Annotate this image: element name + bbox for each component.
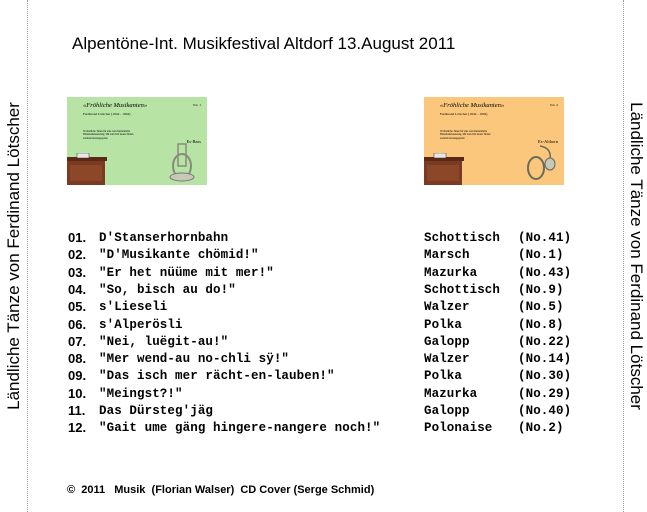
track-genre: Mazurka xyxy=(424,386,478,401)
track-number: 05. xyxy=(68,299,87,315)
track-title: s'Alperösli xyxy=(99,317,183,332)
track-ref: (No.29) xyxy=(518,386,572,401)
track-title: "Meingst?!" xyxy=(99,386,183,401)
track-title: "So, bisch au do!" xyxy=(99,282,236,297)
piano-icon xyxy=(424,153,466,185)
cover-instrument: Es-Bass xyxy=(186,139,201,144)
track-number: 03. xyxy=(68,264,87,280)
track-title: "Das isch mer rächt-en-lauben!" xyxy=(99,369,335,384)
cover-volume: Vol. 1 xyxy=(192,103,201,107)
track-genre: Polka xyxy=(424,369,463,384)
track-title: "Gait ume gäng hingere-nangere noch!" xyxy=(99,421,381,436)
track-ref: (No.40) xyxy=(518,404,572,418)
track-ref: (No.1) xyxy=(518,248,564,263)
track-genre: Marsch xyxy=(424,248,470,263)
cover-title: «Fröhliche Musikanten» xyxy=(440,102,505,109)
track-number: 02. xyxy=(68,247,87,263)
track-number: 11. xyxy=(68,403,86,418)
track-ref: (No.22) xyxy=(518,334,572,349)
track-genre: Walzer xyxy=(424,352,470,367)
cover-description: 30 ländliche Tänze für eine verschiedentliche Blasmusikbesetzung. Mit zum Teil neuen Sätzen erstmals herausgegeben xyxy=(83,130,134,140)
track-genre: Polka xyxy=(424,317,463,332)
track-genre: Polonaise xyxy=(424,421,493,436)
track-number: 06. xyxy=(68,316,87,332)
track-ref: (No.2) xyxy=(518,421,564,436)
track-title: "Er het nüüme mit mer!" xyxy=(99,265,274,280)
track-number: 04. xyxy=(68,281,87,297)
right-fold-line xyxy=(623,0,624,512)
tuba-icon xyxy=(165,142,199,182)
cover-volume: Vol. 2 xyxy=(549,103,558,107)
track-title: "Mer wend-au no-chli sÿ!" xyxy=(99,352,290,367)
spine-text-left: Ländliche Tänze von Ferdinand Lötscher xyxy=(4,102,23,410)
copyright-footer: © 2011 Musik (Florian Walser) CD Cover (Serge Schmid) xyxy=(67,484,375,496)
track-ref: (No.30) xyxy=(518,369,572,384)
cover-title: «Fröhliche Musikanten» xyxy=(83,102,148,109)
track-title: D'Stanserhornbahn xyxy=(99,231,229,245)
track-genre: Schottisch xyxy=(424,231,501,245)
spine-text-right: Ländliche Tänze von Ferdinand Lötscher xyxy=(627,102,646,410)
track-title: "D'Musikante chömid!" xyxy=(99,248,259,263)
track-genre: Galopp xyxy=(424,334,470,349)
piano-icon xyxy=(67,153,109,185)
cover-thumbnail-vol2 xyxy=(424,97,564,185)
cover-instrument: Es-Althorn xyxy=(538,139,558,144)
track-number: 08. xyxy=(68,351,87,367)
track-genre: Galopp xyxy=(424,404,470,418)
track-title: "Nei, luëgit-au!" xyxy=(99,334,229,349)
left-fold-line xyxy=(27,0,28,512)
track-ref: (No.8) xyxy=(518,317,564,332)
althorn-icon xyxy=(522,142,556,182)
track-ref: (No.14) xyxy=(518,352,572,367)
track-number: 09. xyxy=(68,368,87,384)
cover-subtitle: Ferdinand Lötscher (1842 - 1904) xyxy=(440,112,488,116)
track-title: Das Dürsteg'jäg xyxy=(99,404,214,418)
track-number: 01. xyxy=(68,230,87,245)
track-genre: Mazurka xyxy=(424,265,478,280)
track-number: 12. xyxy=(68,420,87,436)
track-genre: Walzer xyxy=(424,300,470,315)
page-title: Alpentöne-Int. Musikfestival Altdorf 13.August 2011 xyxy=(72,34,456,53)
track-title: s'Lieseli xyxy=(99,300,168,315)
track-ref: (No.41) xyxy=(518,231,572,245)
track-ref: (No.43) xyxy=(518,265,572,280)
track-ref: (No.5) xyxy=(518,300,564,315)
cover-subtitle: Ferdinand Lötscher (1842 - 1904) xyxy=(83,112,131,116)
track-genre: Schottisch xyxy=(424,282,501,297)
track-number: 07. xyxy=(68,333,87,349)
track-ref: (No.9) xyxy=(518,282,564,297)
cover-thumbnail-vol1 xyxy=(67,97,207,185)
track-number: 10. xyxy=(68,385,87,401)
cover-description: 30 ländliche Tänze für eine verschiedentliche Blasmusikbesetzung. Mit zum Teil neuen Sätzen erstmals herausgegeben xyxy=(440,130,491,140)
